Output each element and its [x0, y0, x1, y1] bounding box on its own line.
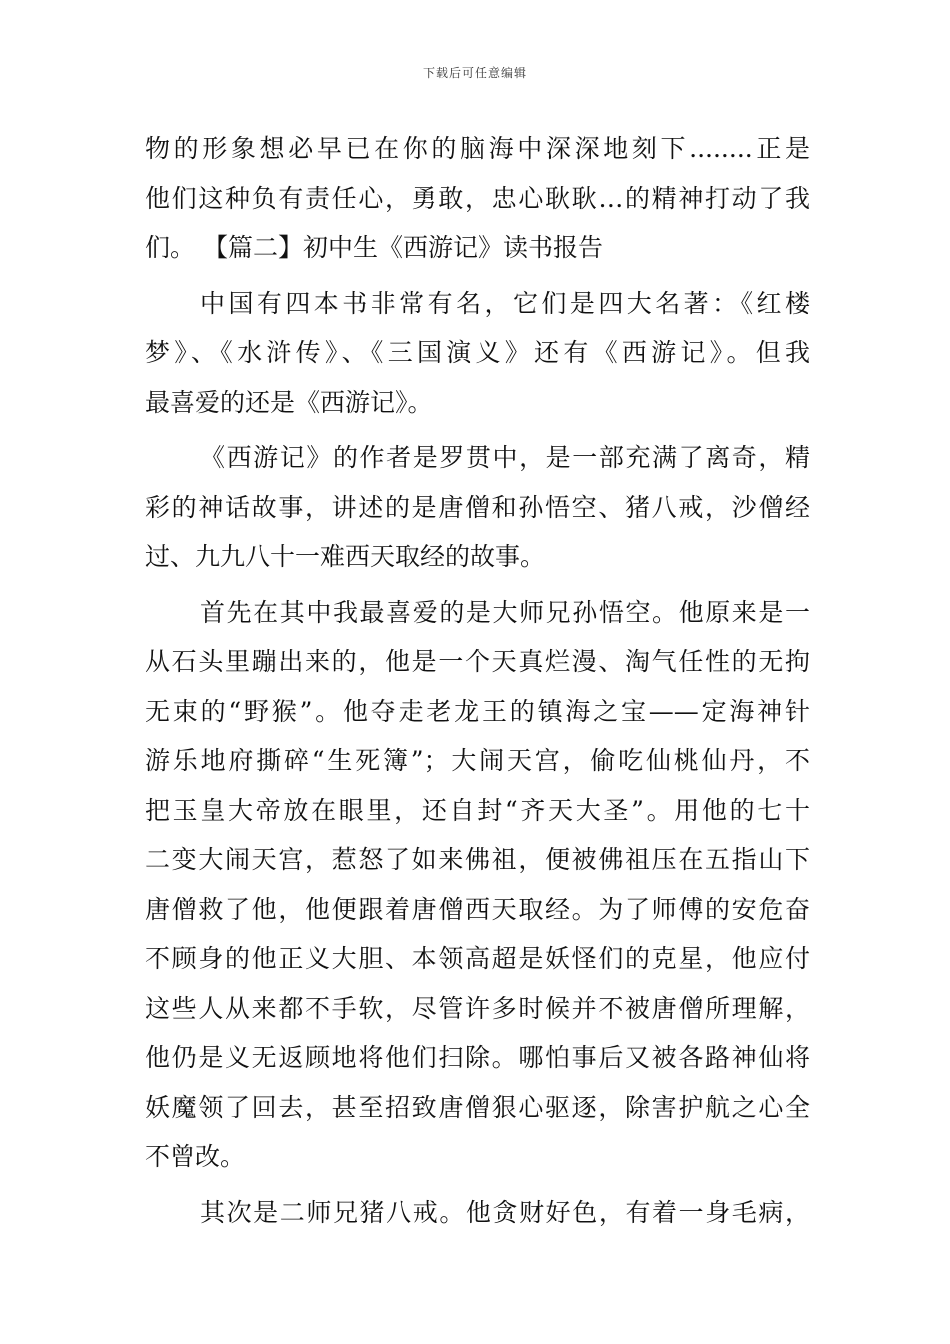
paragraph-zhu-bajie	[145, 1188, 810, 1238]
document-body	[145, 124, 810, 1237]
text-line: 他们这种负有责任心，勇敢，忠心耿耿…的精神打动了我	[145, 183, 810, 213]
text-line: 《西游记》的作者是罗贯中，是一部充满了离奇，精	[200, 443, 810, 472]
text-line: 不曾改。	[145, 1142, 246, 1171]
text-line: 最喜爱的还是《西游记》。	[145, 387, 433, 417]
text-line: 首先在其中我最喜爱的是大师兄孙悟空。他原来是一	[200, 597, 810, 627]
text-line: 梦》、《水浒传》、《三国演义》还有《西游记》。但我	[145, 338, 810, 367]
text-line: 中国有四本书非常有名，它们是四大名著：《红楼	[200, 288, 810, 318]
text-line: 妖魔领了回去，甚至招致唐僧狠心驱逐，除害护航之心全	[145, 1092, 810, 1122]
text-line: 把玉皇大帝放在眼里，还自封“齐天大圣”。用他的七十	[145, 795, 810, 825]
text-line: 他仍是义无返顾地将他们扫除。哪怕事后又被各路神仙将	[145, 1043, 810, 1072]
paragraph-author	[145, 433, 810, 582]
text-line: 这些人从来都不手软，尽管许多时候并不被唐僧所理解，	[145, 993, 810, 1023]
text-line: 从石头里蹦出来的，他是一个天真烂漫、淘气任性的无拘	[145, 647, 810, 676]
text-line: 物的形象想必早已在你的脑海中深深地刻下........正是	[145, 134, 810, 163]
text-line: 游乐地府撕碎“生死簿”；大闹天宫，偷吃仙桃仙丹，不	[145, 746, 810, 775]
paragraph-continuation	[145, 124, 810, 273]
text-line: 不顾身的他正义大胆、本领高超是妖怪们的克星，他应付	[145, 944, 810, 973]
text-line: 唐僧救了他，他便跟着唐僧西天取经。为了师傅的安危奋	[145, 894, 810, 924]
text-line: 无束的“野猴”。他夺走老龙王的镇海之宝——定海神针	[145, 696, 810, 726]
paragraph-sun-wukong	[145, 588, 810, 1182]
text-line: 们。 【篇二】初中生《西游记》读书报告	[145, 233, 603, 262]
text-line: 彩的神话故事，讲述的是唐僧和孙悟空、猪八戒，沙僧经	[145, 492, 810, 522]
paragraph-four-classics	[145, 279, 810, 428]
page-header: 下载后可任意编辑	[422, 66, 527, 80]
text-line: 过、九九八十一难西天取经的故事。	[145, 542, 546, 571]
text-line: 其次是二师兄猪八戒。他贪财好色，有着一身毛病，	[200, 1197, 810, 1227]
text-line: 二变大闹天宫，惹怒了如来佛祖，便被佛祖压在五指山下	[145, 845, 810, 874]
